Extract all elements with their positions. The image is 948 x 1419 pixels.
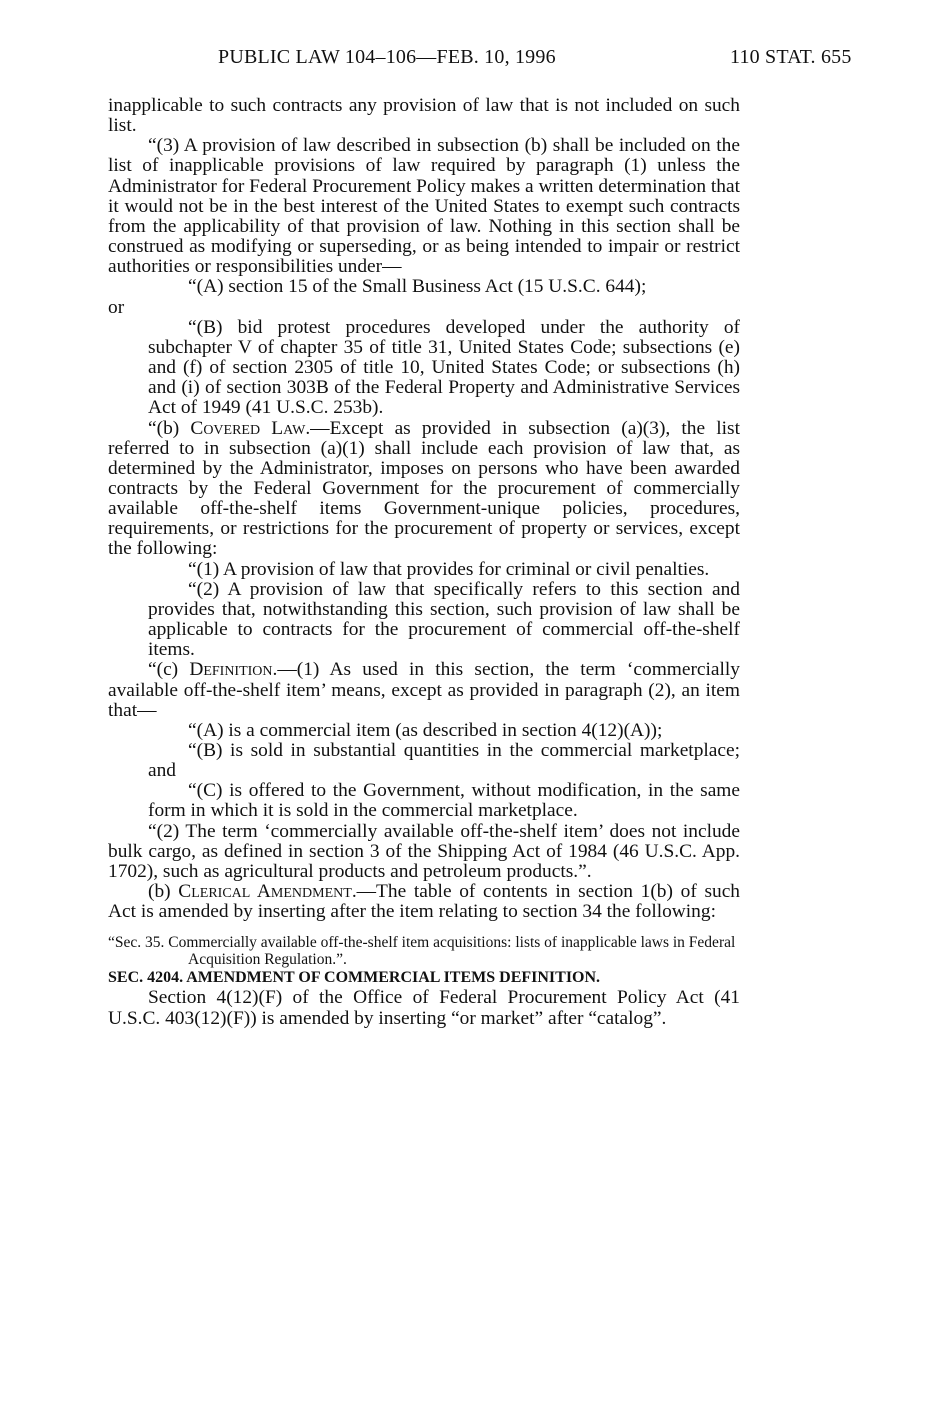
paragraph: “(A) section 15 of the Small Business Act (15 U.S.C. 644);	[188, 276, 647, 298]
paragraph: “(B) is sold in substantial quantities in the commercial marketplace; and	[148, 740, 740, 782]
paragraph: “(1) A provision of law that provides for criminal or civil penalties.	[188, 558, 710, 580]
subsection-number: (b)	[148, 881, 179, 903]
subsection-number: “(c)	[148, 659, 190, 681]
paragraph	[108, 660, 740, 720]
body-text	[108, 96, 740, 1029]
header-title: PUBLIC LAW 104–106—FEB. 10, 1996	[218, 46, 556, 68]
paragraph: or	[108, 296, 125, 318]
paragraph: “(C) is offered to the Government, without modification, in the same form in which it is sold in the commercial marketplace.	[148, 780, 740, 822]
paragraph: “(2) A provision of law that specifically refers to this section and provides that, notwithstanding this section, such provision of law shall be applicable to contracts for the procurement of commercial off-the-shelf items.	[148, 578, 740, 661]
paragraph: “(B) bid protest procedures developed under the authority of subchapter V of chapter 35 of title 31, United States Code; subsections (e) and (f) of section 2305 of title 10, United States Code; or subsections (h) and (i) of section 303B of the Federal Property and Administrative Services Act of 1949 (41 U.S.C. 253b).	[148, 316, 740, 419]
subsection-caption: Covered Law	[190, 417, 306, 439]
section-heading: SEC. 4204. AMENDMENT OF COMMERCIAL ITEMS DEFINITION.	[108, 969, 601, 987]
subsection-text: .—(1) As used in this section, the term ‘commercially available off-the-shelf item’ means, except as provided in paragraph (2), an item that—	[108, 659, 740, 721]
subsection-caption: Definition	[189, 659, 273, 681]
subsection-text: .—Except as provided in subsection (a)(3), the list referred to in subsection (a)(1) shall include each provision of law that, as determined by the Administrator, imposes on persons who have been awarded contracts by the Federal Government for the procurement of commercially available off-the-shelf items Government-unique policies, procedures, requirements, or restrictions for the procurement of property or services, except the following:	[108, 417, 740, 560]
subsection-text: .—The table of contents in section 1(b) of such Act is amended by inserting after the item relating to section 34 the following:	[108, 881, 740, 923]
page-header	[0, 46, 948, 76]
subsection-caption: Clerical Amendment	[178, 881, 352, 903]
paragraph: “(2) The term ‘commercially available off-the-shelf item’ does not include bulk cargo, as defined in section 3 of the Shipping Act of 1984 (46 U.S.C. App. 1702), such as agricultural products and petroleum products.”.	[108, 820, 740, 882]
section-body: Section 4(12)(F) of the Office of Federal Procurement Policy Act (41 U.S.C. 403(12)(F)) is amended by inserting “or market” after “catalog”.	[108, 987, 740, 1029]
paragraph	[108, 882, 740, 922]
toc-line: “Sec. 35. Commercially available off-the-shelf item acquisitions: lists of inapplicable laws in Federal Acquisition Regulation.”.	[108, 934, 736, 969]
header-stat-page: 110 STAT. 655	[730, 46, 852, 68]
subsection-number: “(b)	[148, 417, 191, 439]
paragraph: inapplicable to such contracts any provision of law that is not included on such list.	[108, 95, 740, 137]
paragraph: “(3) A provision of law described in subsection (b) shall be included on the list of inapplicable provisions of law required by paragraph (1) unless the Administrator for Federal Procurement Policy makes a written determination that it would not be in the best interest of the United States to exempt such contracts from the applicability of that provision of law. Nothing in this section shall be construed as modifying or superseding, or as being intended to impair or restrict authorities or responsibilities under—	[108, 135, 740, 278]
paragraph	[108, 419, 740, 560]
paragraph: “(A) is a commercial item (as described in section 4(12)(A));	[188, 719, 663, 741]
table-of-contents-entry	[108, 934, 740, 968]
